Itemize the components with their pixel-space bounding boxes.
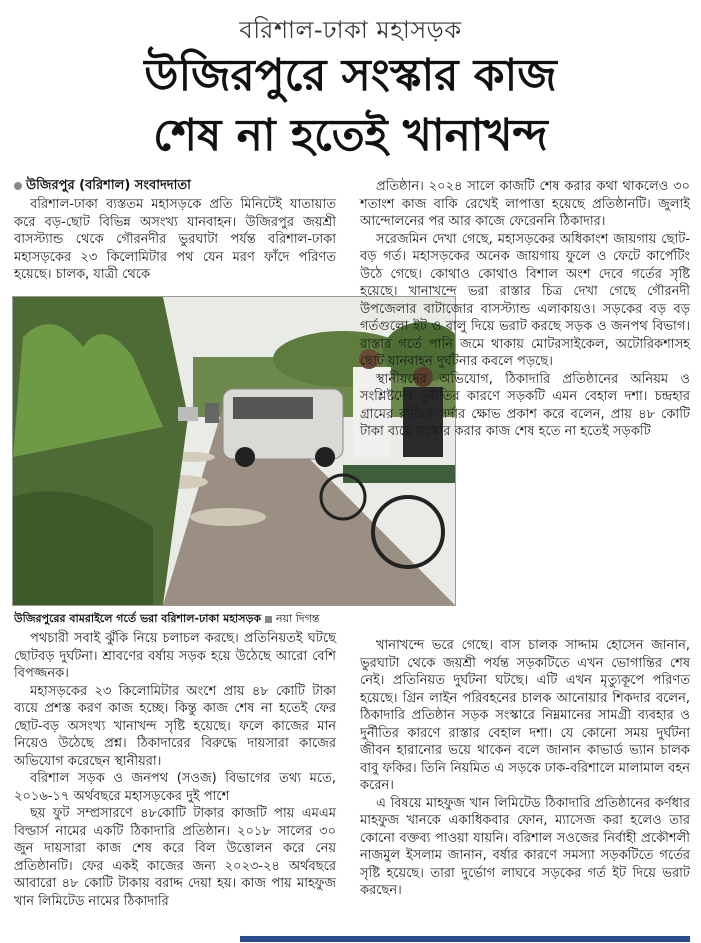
article-paragraph: খানাখন্দে ভরে গেছে। বাস চালক সাদ্দাম হোসেন জানান, ভুরঘাটা থেকে জয়শ্রী পর্যন্ত সড়কটিতে এখন ভোগান্তির শেষ নেই। প্রতিনিয়ত দুর্ঘটনা ঘটছে। এটি এখন মৃত্যুকূপে পরিণত হয়েছে। গ্রিন লাইন পরিবহনের চালক আনোয়ার শিকদার বলেন, ঠিকাদারি প্রতিষ্ঠান সড়ক সংস্কারে নিম্নমানের সামগ্রী ব্যবহার ও দুর্নীতির কারণে রাস্তার বেহাল দশা। যে কোনো সময় দুর্ঘটনা জীবন হারানোর ভয়ে থাকেন বলে জানান কাভার্ড ভ্যান চালক বাবু ফকির। তিনি নিয়মিত এ সড়কে ঢাক-বরিশালে মালামাল বহন করেন। — [360, 638, 690, 793]
article-paragraph: ছয় ফুট সম্প্রসারণে ৪৮কোটি টাকার কাজটি পায় এমএম বিল্ডার্স নামের একটি ঠিকাদারি প্রতিষ্ঠান। ২০১৮ সালের ৩০ জুন দায়সারা কাজ শেষ করে বিল উত্তোলন করে নেয় প্রতিষ্ঠানটি। ফের একই কাজের জন্য ২০২৩-২৪ অর্থবছরে আবারো ৪৮ কোটি টাকায় বরাদ্দ দেয়া হয়। কাজ পায় মাহফুজ খান লিমিটেড নামের ঠিকাদারি — [14, 806, 336, 909]
article-paragraph: এ বিষয়ে মাহফুজ খান লিমিটেড ঠিকাদারি প্রতিষ্ঠানের কর্ণধার মাহফুজ খানকে একাধিকবার ফোন, ম্যাসেজ করা হলেও তার কোনো বক্তব্য পাওয়া যায়নি। বরিশাল সওজের নির্বাহী প্রকৌশলী নাজমুল ইসলাম জানান, বর্ষার কারণে সমস্যা সড়কটিতে গর্তের সৃষ্টি হয়েছে। তারা দুর্ভোগ লাঘবে সড়কের গর্ত ইট দিয়ে ভরাট করছেন। — [360, 795, 690, 898]
article-paragraph: পথচারী সবাই ঝুঁকি নিয়ে চলাচল করছে। প্রতিনিয়তই ঘটছে ছোটবড় দুর্ঘটনা। শ্রাবণের বর্ষায় সড়ক হয়ে উঠেছে আরো বেশি বিপজ্জনক। — [14, 631, 336, 681]
article-paragraph: সরেজমিন দেখা গেছে, মহাসড়কের অধিকাংশ জায়গায় ছোট-বড় গর্ত। মহাসড়কের অনেক জায়গায় ফুলে ও ফেটে কার্পেটিং উঠে গেছে। কোথাও কোথাও বিশাল অংশ দেবে গর্তের সৃষ্টি হয়েছে। খানাখন্দে ভরা রাস্তার চিত্র দেখা গেছে গৌরনদী উপজেলার বাটাজোর বাসস্ট্যান্ড এলাকায়ও। সড়কের বড় বড় গর্তগুলো ইট ও বালু দিয়ে ভরাট করছে সড়ক ও জনপথ বিভাগ। রাস্তার গর্তে পানি জমে থাকায় মোটরসাইকেল, অটোরিকশাসহ ছোট যানবাহন দুর্ঘটনার কবলে পড়ছে। — [360, 231, 690, 369]
photo-credit: নয়া দিগন্ত — [276, 612, 320, 625]
bullet-icon — [14, 182, 22, 190]
article-column-left-bottom — [14, 630, 336, 910]
article-paragraph: স্থানীয়দের অভিযোগ, ঠিকাদারি প্রতিষ্ঠানের অনিয়ম ও সংশ্লিষ্টদের দুর্নীতির কারণে সড়কটি এমন বেহাল দশা। চন্দ্রহার গ্রামের রাজিব সর্দার ক্ষোভ প্রকাশ করে বলেন, প্রায় ৪৮ কোটি টাকা ব্যয়ে সংস্কার করার কাজ শেষ হতে না হতেই সড়কটি — [360, 371, 690, 439]
caption-text: উজিরপুরের বামরাইলে গর্তে ভরা বরিশাল-ঢাকা মহাসড়ক — [14, 612, 262, 625]
photo-distant-vehicle — [178, 407, 198, 421]
photo-van-window — [233, 397, 313, 419]
byline — [14, 176, 191, 197]
article-paragraph: মহাসড়কের ২৩ কিলোমিটার অংশে প্রায় ৪৮ কোটি টাকা ব্যয়ে প্রশস্ত করণ কাজ হচ্ছে। কিন্তু কাজ শেষ না হতেই ফের ছোট-বড় অসংখ্য খানাখন্দ সৃষ্টি হয়েছে। ফলে কাজের মান নিয়েও উঠেছে প্রশ্ন। ঠিকাদারের বিরুদ্ধে দায়সারা কাজের অভিযোগ করেছেন স্থানীয়রা। — [14, 683, 336, 769]
article-paragraph: বরিশাল সড়ক ও জনপথ (সওজ) বিভাগের তথ্য মতে, ২০১৬-১৭ অর্থবছরে মহাসড়কের দুই পাশে — [14, 771, 336, 804]
headline-line-2: শেষ না হতেই খানাখন্দ — [153, 110, 548, 161]
photo-distant-vehicle — [205, 403, 219, 423]
byline-text: উজিরপুর (বরিশাল) সংবাদদাতা — [26, 178, 191, 193]
photo-van-wheel — [235, 447, 255, 467]
article-column-left-top — [14, 196, 336, 284]
photo-caption — [14, 610, 320, 629]
article-paragraph: বরিশাল-ঢাকা ব্যস্ততম মহাসড়কে প্রতি মিনিটেই যাতায়াত করে বড়-ছোট বিভিন্ন অসংখ্য যানবাহন। উজিরপুর জয়শ্রী বাসস্ট্যান্ড থেকে গৌরনদীর ভুরঘাটা পর্যন্ত বরিশাল-ঢাকা মহাসড়কের ২৩ কিলোমিটার পথ যেন মরণ ফাঁদে পরিণত হয়েছে। চালক, যাত্রী থেকে — [14, 197, 336, 282]
article-column-right-bottom — [360, 637, 690, 900]
kicker: বরিশাল-ঢাকা মহাসড়ক — [239, 16, 462, 44]
square-bullet-icon — [265, 616, 272, 623]
article-column-right-top — [360, 178, 690, 441]
accent-bar — [240, 936, 690, 942]
photo-puddle — [190, 508, 266, 526]
headline-line-1: উজিরপুরে সংস্কার কাজ — [144, 50, 557, 101]
photo-van-cart — [343, 465, 455, 483]
photo-van-wheel — [315, 447, 335, 467]
article-paragraph: প্রতিষ্ঠান। ২০২৪ সালে কাজটি শেষ করার কথা থাকলেও ৩০ শতাংশ কাজ বাকি রেখেই লাপাত্তা হয়েছে প্রতিষ্ঠানটি। জুলাই আন্দোলনের পর আর কাজে ফেরেননি ঠিকাদার। — [360, 179, 690, 229]
